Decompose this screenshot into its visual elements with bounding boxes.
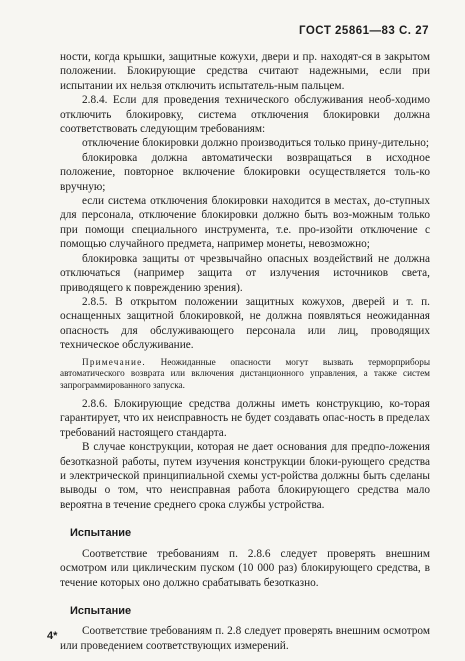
note-text: Неожиданные опасности могут вызвать терморприборы автоматического возврата или включения дистанционного управления, а также систем запрограммированного запуска.: [60, 356, 430, 390]
test-heading: Испытание: [70, 604, 132, 617]
page-number: 4*: [47, 630, 58, 642]
paragraph-2-8-5: 2.8.5. В открытом положении защитных кожухов, дверей и т. п. оснащенных защитной блокировкой, не должна появляться неожиданная опасность для обслуживающего персонала или лиц, проводящих техническое обслуживание.: [60, 295, 430, 352]
test-text: Соответствие требованиям п. 2.8 следует проверять внешним осмотром или проведением соответствующих измерений.: [60, 625, 430, 652]
requirement-item: блокировка должна автоматически возвращаться в исходное положение, повторное включение блокировки осуществляется толь-ко вручную;: [60, 151, 430, 193]
requirement-item: отключение блокировки должно производиться только прину-дительно;: [82, 137, 430, 150]
page-body: [60, 50, 430, 653]
paragraph-design-case: В случае конструкции, которая не дает основания для предпо-ложения безотказной работы, путем изучения конструкции блоки-рующего средства и электрической принципиальной схемы уст-ройства должны быть сделаны выводы о том, что неисправная работа блокирующего средства мало вероятна в течение среднего срока службы устройства.: [60, 441, 430, 511]
page-header: ГОСТ 25861—83 С. 27: [298, 25, 429, 37]
note: [60, 357, 430, 392]
paragraph-2-8-6: 2.8.6. Блокирующие средства должны иметь конструкцию, ко-торая гарантирует, что их неисправность не будет создавать опас-ность в пределах требований настоящего стандарта.: [60, 398, 430, 439]
test-heading: Испытание: [70, 527, 132, 540]
note-label: Примечание.: [82, 356, 146, 367]
test-text: Соответствие требованиям п. 2.8.6 следует проверять внешним осмотром или циклическим пуском (10 000 раз) блокирующего средства, в течение которых оно должно срабатывать безотказно.: [60, 547, 430, 589]
paragraph-continuation: ности, когда крышки, защитные кожухи, двери и пр. находят-ся в закрытом положении. Блокирующие средства считают надежными, если при испытании их нельзя отключить испытатель-ным пальцем.: [60, 51, 430, 92]
requirement-item: если система отключения блокировки находится в местах, до-ступных для персонала, отключение блокировки должно быть воз-можным только при помощи специального инструмента, т.е. про-изойти отключение с помощью случайного предмета, например монеты, невозможно;: [60, 195, 430, 251]
requirement-item: блокировка защиты от чрезвычайно опасных воздействий не должна отключаться (например защита от излучения источников света, приводящего к повреждению зрения).: [60, 252, 430, 294]
paragraph-2-8-4: 2.8.4. Если для проведения технического обслуживания необ-ходимо отключить блокировку, система отключения блокировки должна соответствовать следующим требованиям:: [60, 94, 430, 136]
